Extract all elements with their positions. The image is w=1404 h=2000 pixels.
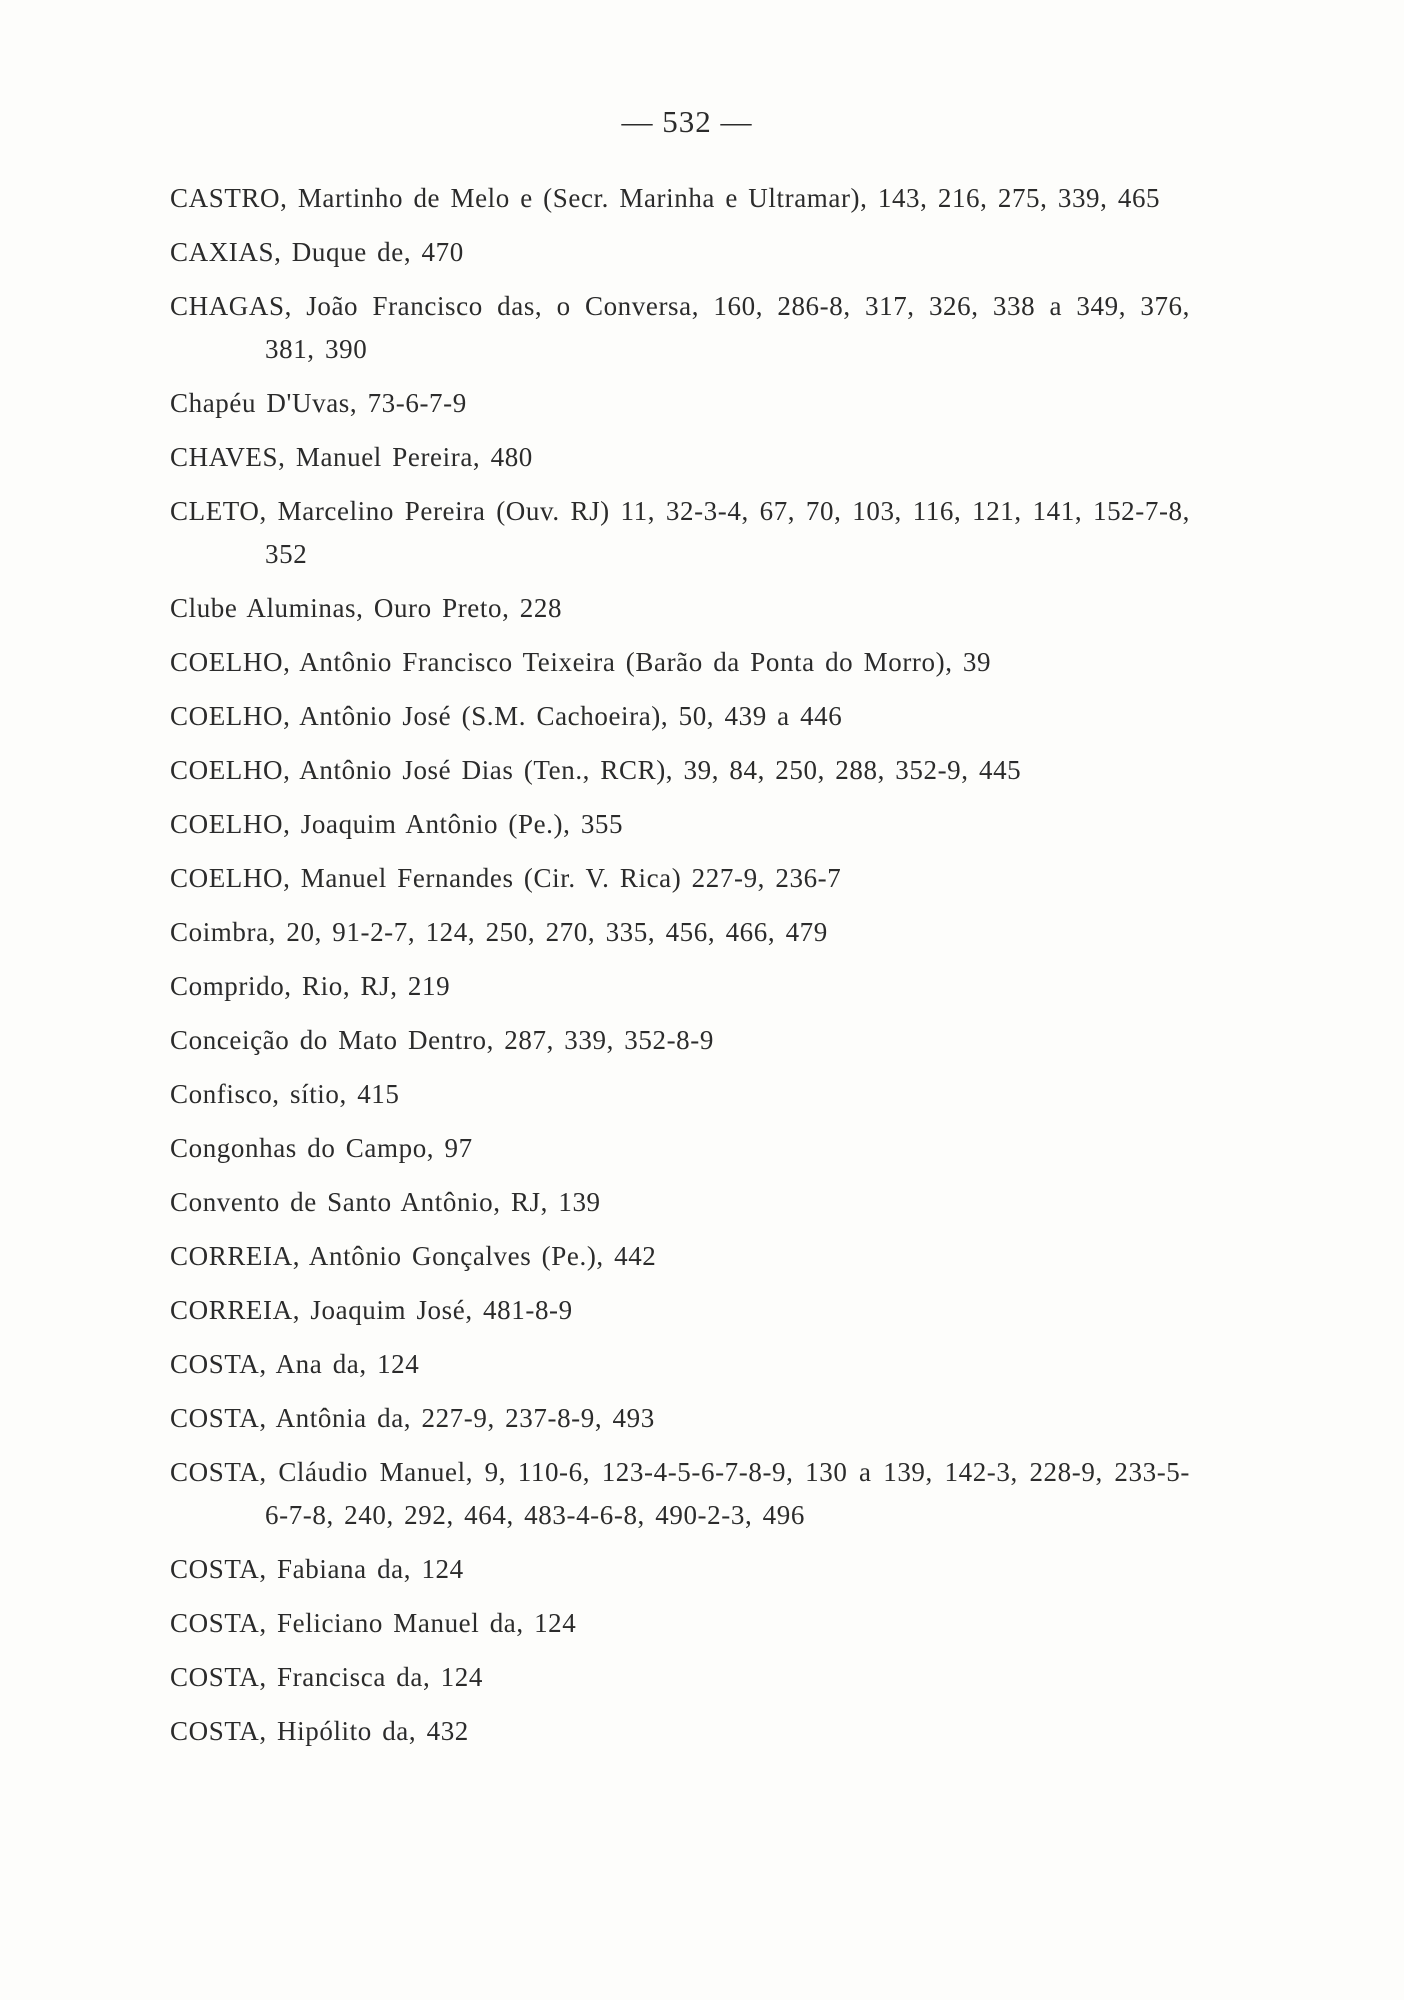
index-entry: COELHO, Joaquim Antônio (Pe.), 355 (170, 809, 624, 839)
index-entry: COSTA, Cláudio Manuel, 9, 110-6, 123-4-5-6-7-8-9, 130 a 139, 142-3, 228-9, 233-5-6-7-8, 240, 292, 464, 483-4-6-8, 490-2-3, 496 (170, 1457, 1190, 1530)
index-entry: CORREIA, Antônio Gonçalves (Pe.), 442 (170, 1241, 657, 1271)
index-entry: CHAVES, Manuel Pereira, 480 (170, 442, 533, 472)
page-number: — 532 — (621, 104, 753, 139)
index-entry: COSTA, Francisca da, 124 (170, 1662, 483, 1692)
index-entry: Congonhas do Campo, 97 (170, 1133, 473, 1163)
index-entry: COELHO, Manuel Fernandes (Cir. V. Rica) 227-9, 236-7 (170, 863, 842, 893)
index-entry: Comprido, Rio, RJ, 219 (170, 971, 451, 1001)
index-entry: CASTRO, Martinho de Melo e (Secr. Marinha e Ultramar), 143, 216, 275, 339, 465 (170, 183, 1161, 213)
index-entry: COELHO, Antônio Francisco Teixeira (Barão da Ponta do Morro), 39 (170, 647, 992, 677)
index-entry: Chapéu D'Uvas, 73-6-7-9 (170, 388, 467, 418)
index-entry: CORREIA, Joaquim José, 481-8-9 (170, 1295, 573, 1325)
index-entry: Clube Aluminas, Ouro Preto, 228 (170, 593, 563, 623)
index-entry: Confisco, sítio, 415 (170, 1079, 400, 1109)
index-entry: COELHO, Antônio José Dias (Ten., RCR), 39, 84, 250, 288, 352-9, 445 (170, 755, 1022, 785)
index-entry: COSTA, Ana da, 124 (170, 1349, 420, 1379)
index-entry: COSTA, Fabiana da, 124 (170, 1554, 464, 1584)
index-entry: COSTA, Antônia da, 227-9, 237-8-9, 493 (170, 1403, 655, 1433)
index-entry: Conceição do Mato Dentro, 287, 339, 352-8-9 (170, 1025, 714, 1055)
index-entry: CHAGAS, João Francisco das, o Conversa, 160, 286-8, 317, 326, 338 a 349, 376, 381, 390 (170, 291, 1190, 364)
index-entry: Convento de Santo Antônio, RJ, 139 (170, 1187, 601, 1217)
index-entry: COSTA, Feliciano Manuel da, 124 (170, 1608, 577, 1638)
index-entry: COELHO, Antônio José (S.M. Cachoeira), 50, 439 a 446 (170, 701, 843, 731)
index-entry: CAXIAS, Duque de, 470 (170, 237, 464, 267)
index-entry: Coimbra, 20, 91-2-7, 124, 250, 270, 335, 456, 466, 479 (170, 917, 828, 947)
index-entry: CLETO, Marcelino Pereira (Ouv. RJ) 11, 32-3-4, 67, 70, 103, 116, 121, 141, 152-7-8, 352 (170, 496, 1190, 569)
index-entry: COSTA, Hipólito da, 432 (170, 1716, 469, 1746)
index-list (170, 177, 1190, 1764)
